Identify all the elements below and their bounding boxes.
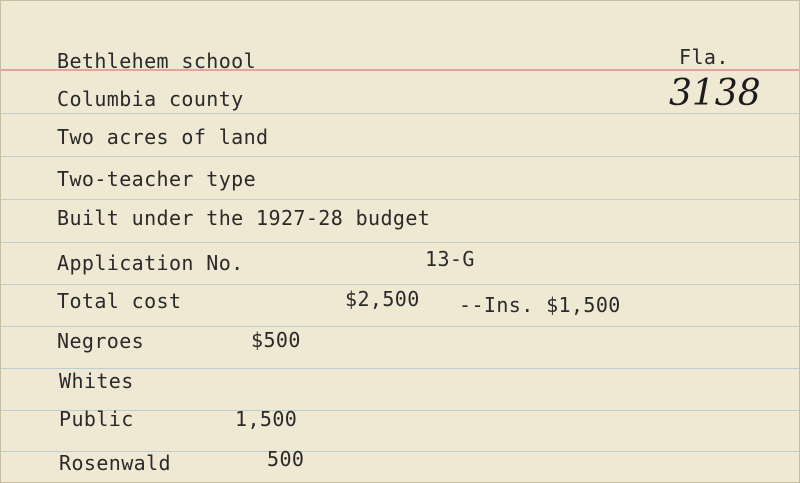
county-name: Columbia county [57,87,244,111]
card-number: 3138 [669,73,761,114]
school-name: Bethlehem school [57,49,257,73]
ruled-line [1,242,800,243]
application-number: 13-G [425,247,475,271]
ruled-line [1,284,800,285]
rosenwald-value: 500 [267,447,305,471]
total-cost-value: $2,500 [345,287,420,311]
negroes-value: $500 [251,328,301,352]
total-cost-label: Total cost [57,289,182,313]
application-label: Application No. [57,251,244,275]
land-area: Two acres of land [57,125,269,149]
insurance-value: --Ins. $1,500 [459,293,621,317]
ruled-line [1,326,800,327]
public-label: Public [59,407,134,431]
public-value: 1,500 [235,407,298,431]
school-type: Two-teacher type [57,167,257,191]
state-abbreviation: Fla. [679,45,729,69]
ruled-line [1,199,800,200]
rosenwald-label: Rosenwald [59,451,171,475]
budget-line: Built under the 1927-28 budget [57,206,431,230]
ruled-line [1,156,800,157]
whites-label: Whites [59,369,134,393]
negroes-label: Negroes [57,329,145,353]
